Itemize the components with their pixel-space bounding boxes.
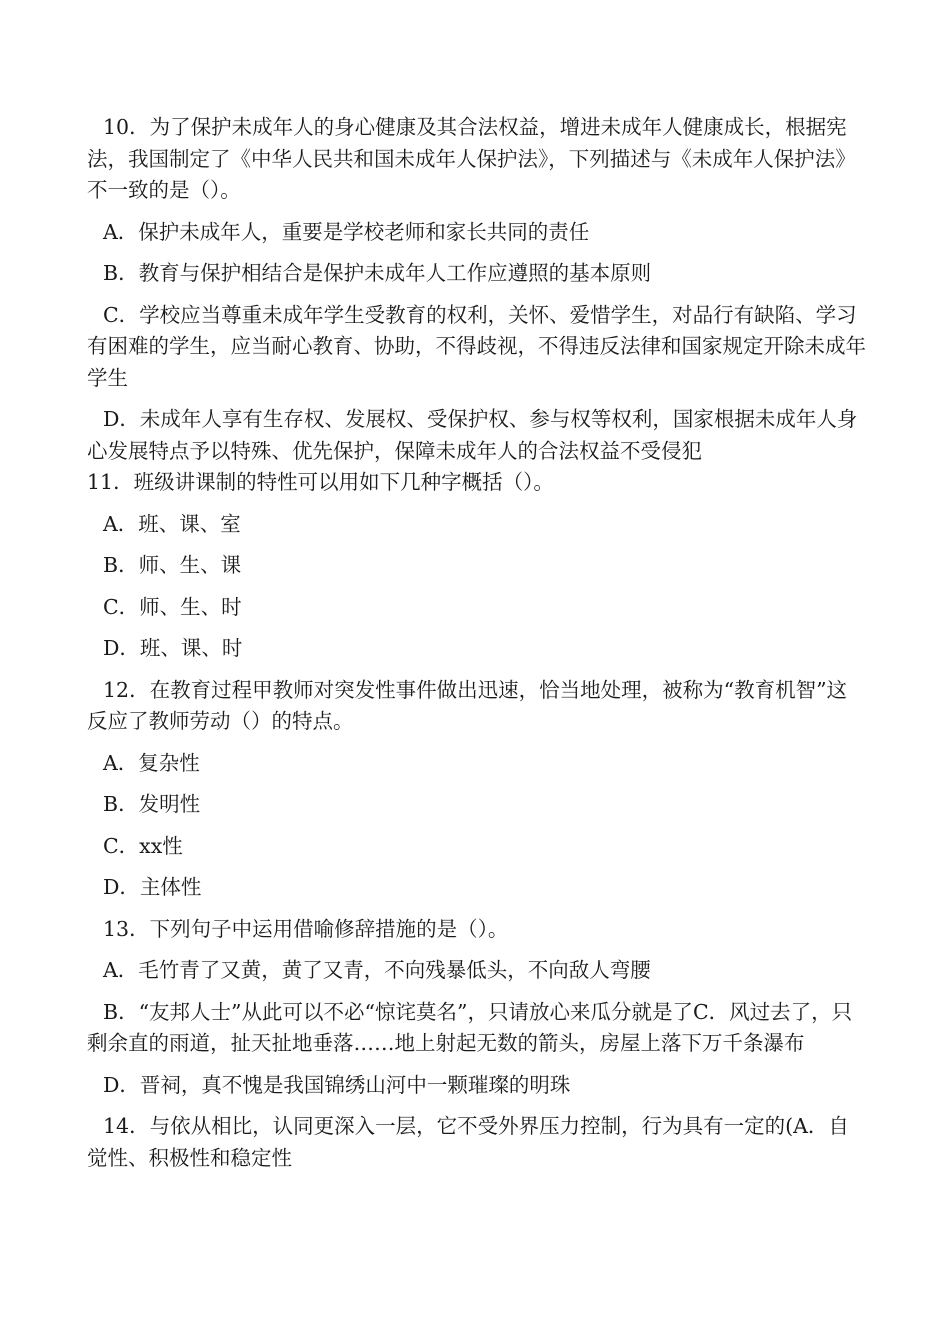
option-12-c: C．xx性	[103, 833, 183, 858]
question-13: 13．下列句子中运用借喻修辞措施的是（）。	[103, 916, 509, 941]
option-12-b: B．发明性	[103, 792, 201, 816]
option-11-b: B．师、生、课	[103, 553, 242, 577]
option-12-a: A．复杂性	[103, 750, 200, 775]
option-13-d: D．晋祠，真不愧是我国锦绣山河中一颗璀璨的明珠	[103, 1072, 571, 1097]
option-11-a: A．班、课、室	[103, 511, 241, 536]
document-page	[87, 112, 867, 1174]
option-10-b: B．教育与保护相结合是保护未成年人工作应遵照的基本原则	[103, 261, 652, 285]
option-10-c: C．学校应当尊重未成年学生受教育的权利，关怀、爱惜学生，对品行有缺陷、学习有困难的学生，应当耐心教育、协助，不得歧视，不得违反法律和国家规定开除未成年学生	[87, 302, 866, 390]
option-11-c: C．师、生、时	[103, 594, 242, 619]
question-10: 10．为了保护未成年人的身心健康及其合法权益，增进未成年人健康成长，根据宪法，我国制定了《中华人民共和国未成年人保护法》，下列描述与《未成年人保护法》不一致的是（）。	[87, 115, 856, 202]
question-11: 11．班级讲课制的特性可以用如下几种字概括（）。	[87, 470, 554, 494]
option-11-d: D．班、课、时	[103, 636, 243, 660]
option-13-b-c: B．“友邦人士”从此可以不必“惊诧莫名”，只请放心来瓜分就是了C．风过去了，只剩余直的雨道，扯天扯地垂落……地上射起无数的箭头，房屋上落下万千条瀑布	[87, 999, 853, 1055]
option-10-d: D．未成年人享有生存权、发展权、受保护权、参与权等权利，国家根据未成年人身心发展特点予以特殊、优先保护，保障未成年人的合法权益不受侵犯	[87, 407, 858, 463]
question-12: 12．在教育过程甲教师对突发性事件做出迅速，恰当地处理，被称为“教育机智”这反应了教师劳动（）的特点。	[87, 677, 848, 733]
option-12-d: D．主体性	[103, 875, 202, 899]
option-10-a: A．保护未成年人，重要是学校老师和家长共同的责任	[103, 219, 590, 244]
question-14: 14．与依从相比，认同更深入一层，它不受外界压力控制，行为具有一定的(A．自觉性、积极性和稳定性	[87, 1114, 849, 1170]
option-13-a: A．毛竹青了又黄，黄了又青，不向残暴低头，不向敌人弯腰	[103, 958, 651, 982]
